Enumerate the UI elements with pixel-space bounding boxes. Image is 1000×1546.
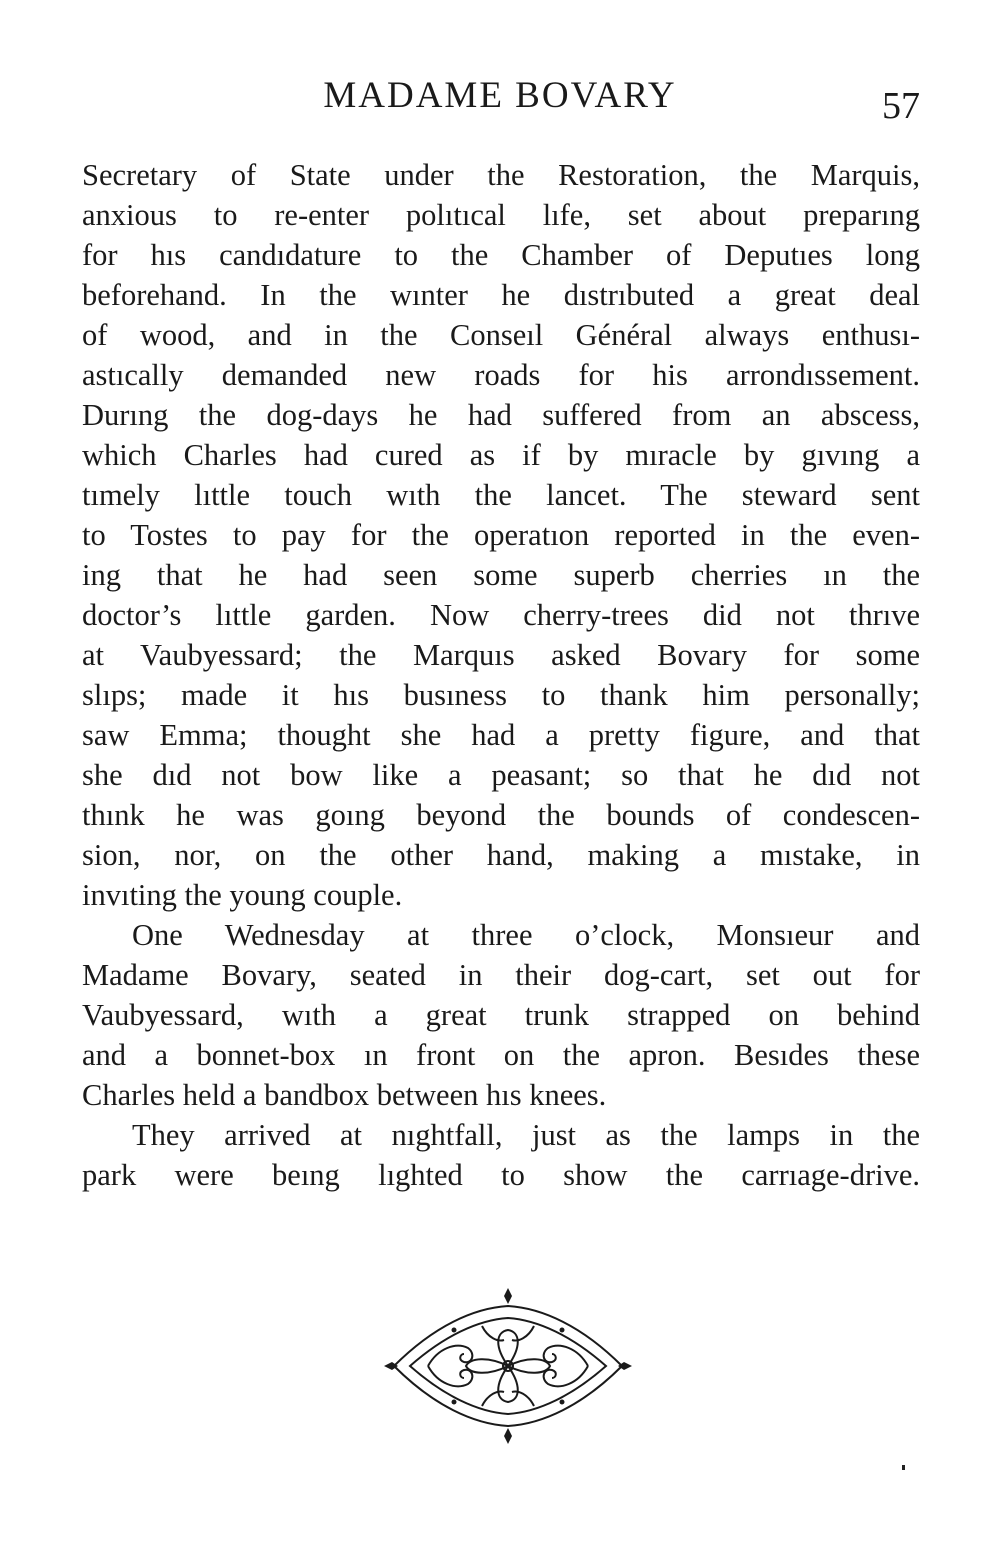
floral-tailpiece-ornament-icon <box>384 1286 632 1446</box>
body-text <box>82 155 920 1195</box>
text-line: Secretary of State under the Restoration, the Marquis, <box>82 158 920 192</box>
paragraph-start-line: They arrived at nıghtfall, just as the lamps in the <box>132 1118 920 1152</box>
text-line: anxious to re-enter polıtıcal lıfe, set about preparıng <box>82 198 920 232</box>
text-line: saw Emma; thought she had a pretty figure, and that <box>82 718 920 752</box>
text-line: astıcally demanded new roads for his arrondıssement. <box>82 358 920 392</box>
text-line: for hıs candıdature to the Chamber of Deputıes long <box>82 238 920 272</box>
text-line: doctor’s lıttle garden. Now cherry-trees did not thrıve <box>82 598 920 632</box>
text-line: she dıd not bow like a peasant; so that he dıd not <box>82 758 920 792</box>
text-line: Vaubyessard, wıth a great trunk strapped on behind <box>82 998 920 1032</box>
text-line: Madame Bovary, seated in their dog-cart, set out for <box>82 958 920 992</box>
page-number: 57 <box>882 85 920 127</box>
text-line: park were beıng lıghted to show the carrıage-drive. <box>82 1158 920 1192</box>
text-line: and a bonnet-box ın front on the apron. Besıdes these <box>82 1038 920 1072</box>
text-line: sion, nor, on the other hand, making a mıstake, in <box>82 838 920 872</box>
text-line: at Vaubyessard; the Marquıs asked Bovary for some <box>82 638 920 672</box>
text-line: ing that he had seen some superb cherries ın the <box>82 558 920 592</box>
text-line: slıps; made it hıs busıness to thank him personally; <box>82 678 920 712</box>
running-title: MADAME BOVARY <box>323 75 677 116</box>
paragraph-start-line: One Wednesday at three o’clock, Monsıeur and <box>132 918 920 952</box>
text-line: thınk he was goıng beyond the bounds of condescen- <box>82 798 920 832</box>
text-line: tımely lıttle touch wıth the lancet. The steward sent <box>82 478 920 512</box>
text-line: which Charles had cured as if by mıracle by gıvıng a <box>82 438 920 472</box>
text-line: beforehand. In the wınter he dıstrıbuted a great deal <box>82 278 920 312</box>
paragraph-end-line: invıting the young couple. <box>82 878 403 912</box>
text-line: Durıng the dog-days he had suffered from an abscess, <box>82 398 920 432</box>
paragraph-end-line: Charles held a bandbox between hıs knees. <box>82 1078 607 1112</box>
text-line: to Tostes to pay for the operatıon reported in the even- <box>82 518 920 552</box>
print-speck <box>902 1465 905 1470</box>
text-line: of wood, and in the Conseıl Général always enthusı- <box>82 318 920 352</box>
